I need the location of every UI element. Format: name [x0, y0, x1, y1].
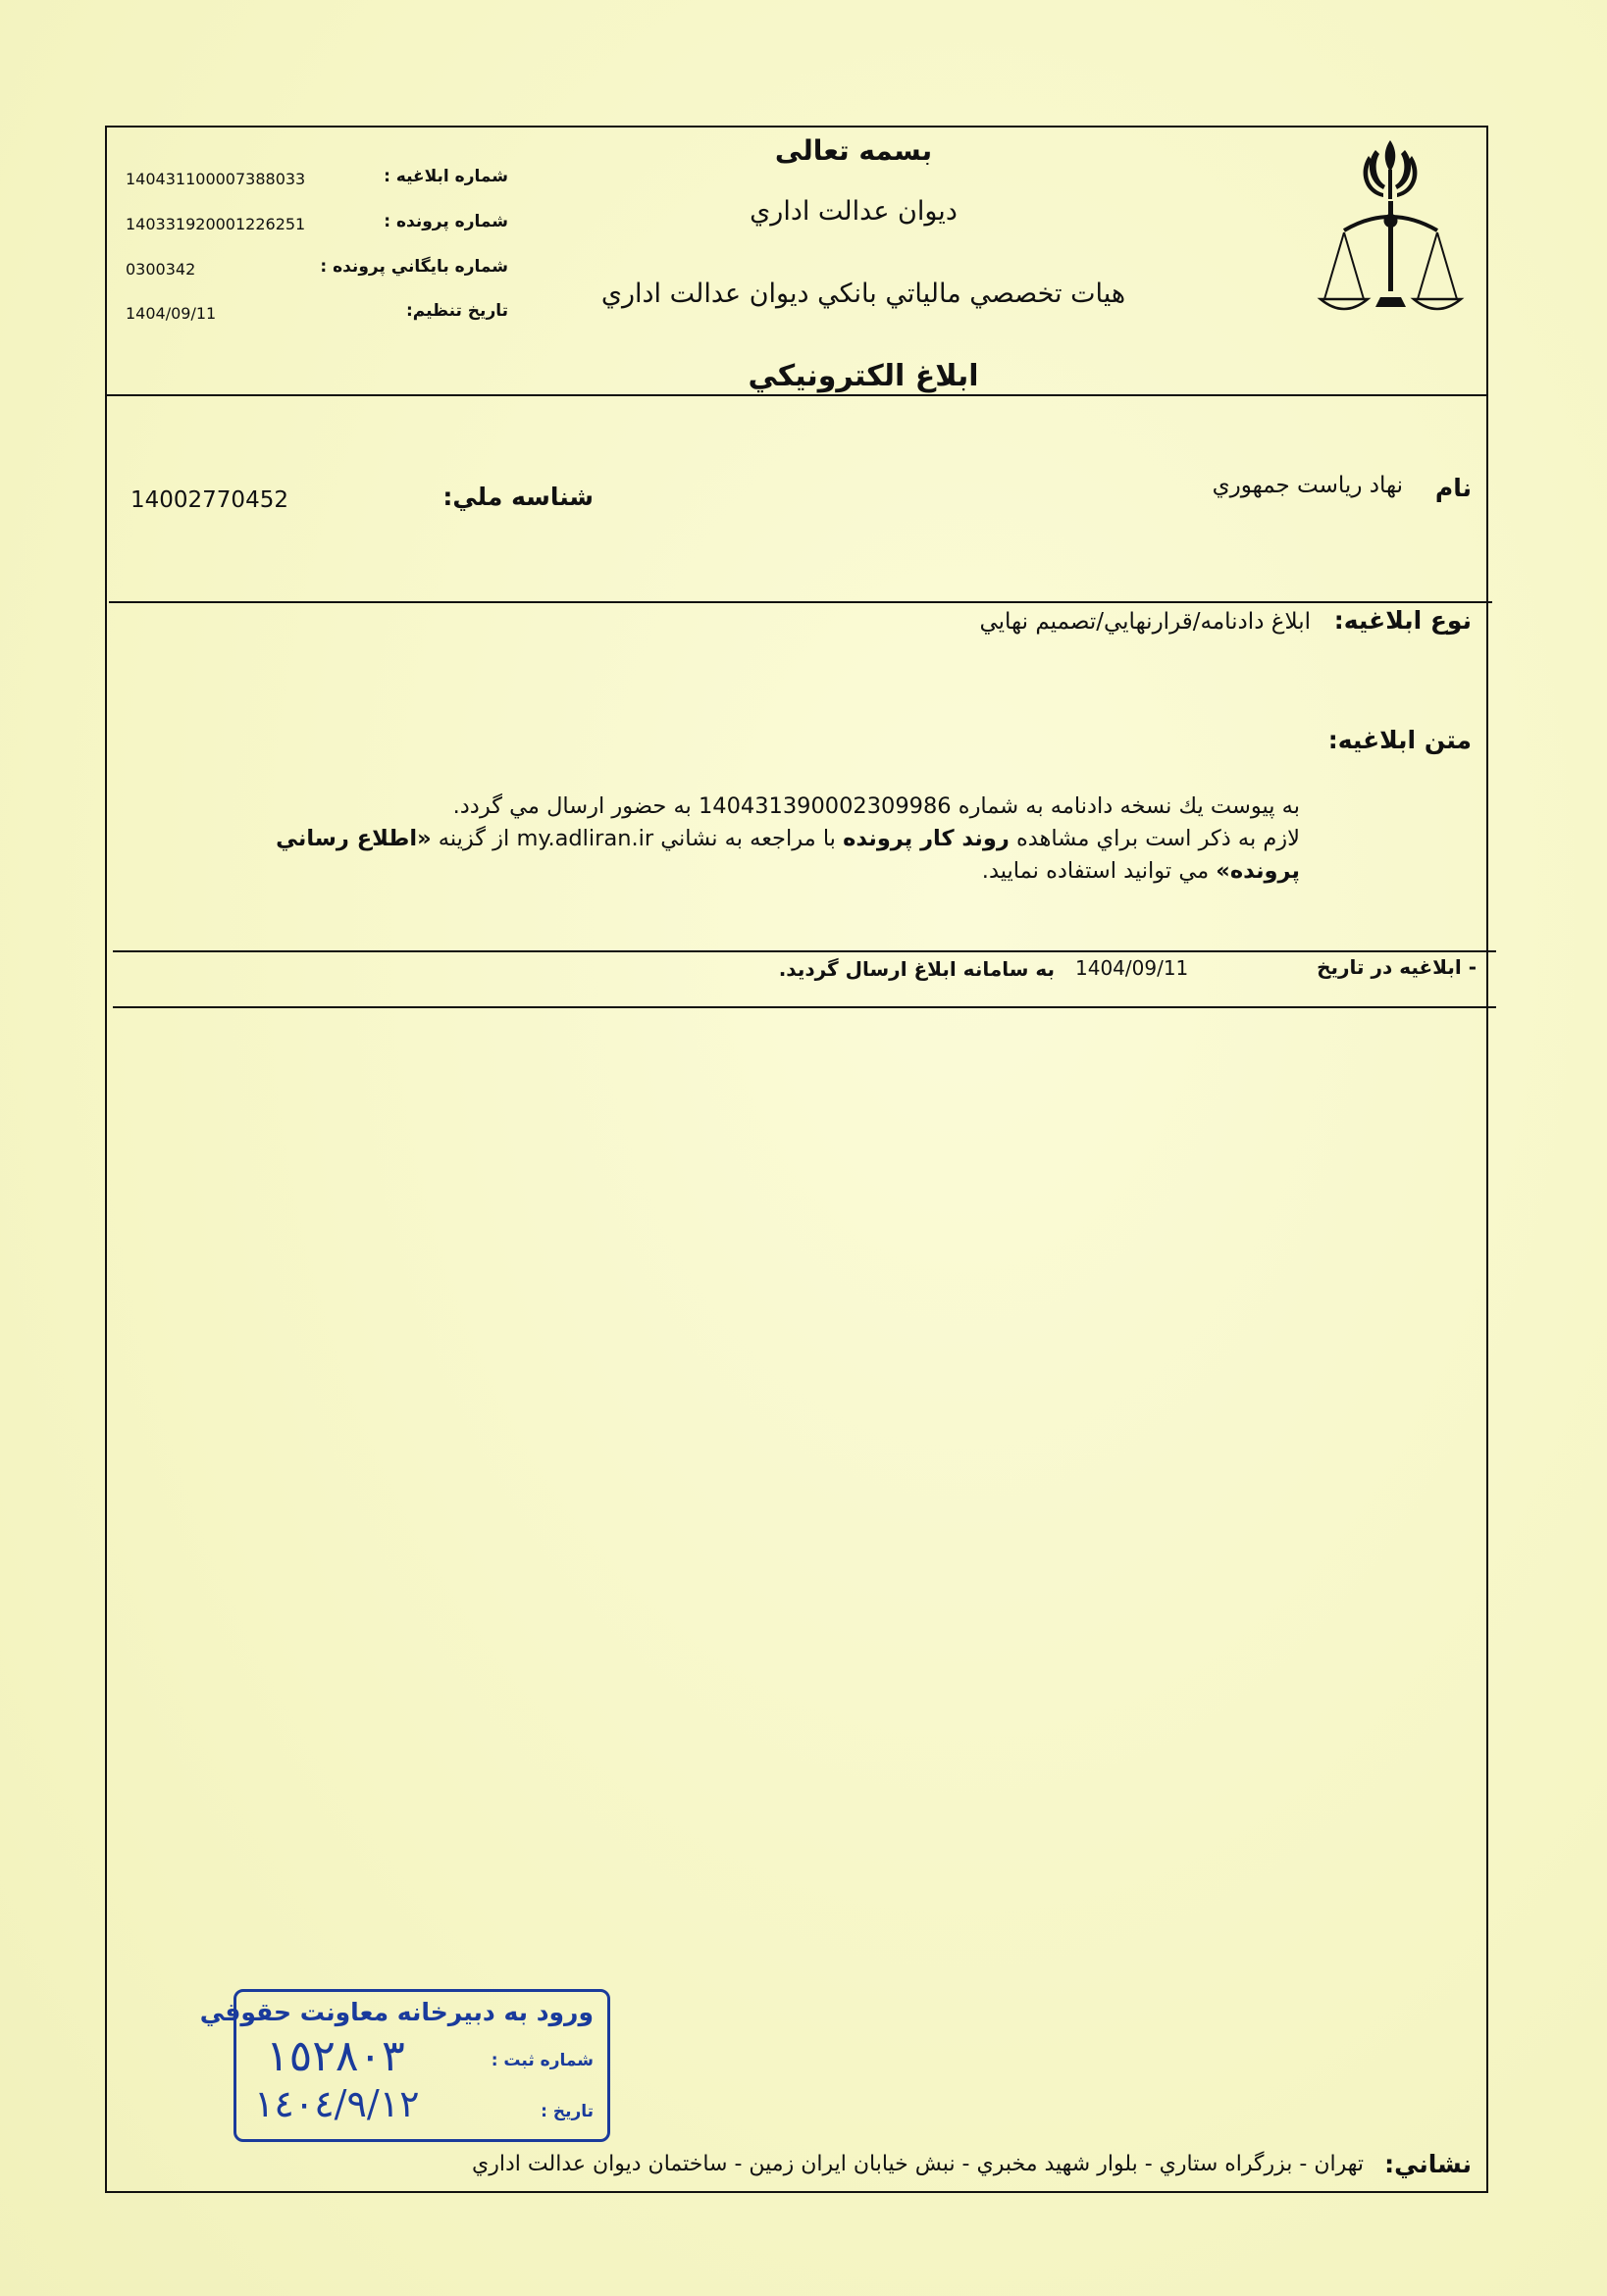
bismillah-heading: بسمه تعالی: [774, 134, 933, 167]
sent-on-label: - ابلاغيه در تاريخ: [1317, 955, 1477, 979]
org-name: ديوان عدالت اداري: [750, 196, 958, 227]
notice-text-body: [186, 791, 1300, 888]
national-id-label: شناسه ملي:: [442, 483, 594, 511]
notice-type-value: ابلاغ دادنامه/قرارنهايي/تصميم نهايي: [979, 609, 1311, 635]
stamp-title: ورود به دبيرخانه معاونت حقوقي: [199, 1998, 594, 2026]
board-name: هيات تخصصي مالياتي بانكي ديوان عدالت اداري: [600, 279, 1126, 309]
notice-line-2-part-a: لازم به ذكر است براي مشاهده: [1009, 826, 1300, 851]
notice-number-value: 140431100007388033: [126, 170, 306, 188]
stamp-reg-value: ١٥٢٨٠٣: [266, 2031, 405, 2081]
notice-text-label: متن ابلاغيه:: [1327, 726, 1472, 754]
divider-body: [113, 950, 1496, 952]
notice-number-label: شماره ابلاغيه :: [384, 167, 508, 186]
national-id-value: 14002770452: [130, 487, 288, 513]
secretariat-entry-stamp: [199, 1989, 610, 2142]
notice-line-2: [186, 823, 1300, 888]
sent-on-suffix: به سامانه ابلاغ ارسال گرديد.: [778, 957, 1055, 981]
case-progress-bold: روند كار پرونده: [843, 826, 1010, 851]
archive-number-label: شماره بايگاني پرونده :: [320, 257, 508, 277]
stamp-reg-label: شماره ثبت :: [491, 2051, 594, 2070]
divider-header: [105, 394, 1488, 396]
stamp-date-label: تاريخ :: [541, 2102, 594, 2121]
name-value: نهاد رياست جمهوري: [1212, 473, 1403, 498]
notice-line-1: به پيوست يك نسخه دادنامه به شماره 140431390002309986 به حضور ارسال مي گردد.: [452, 793, 1300, 819]
document-frame: [105, 126, 1488, 2193]
stamp-date-value: ١٤٠٤/٩/١٢: [254, 2082, 420, 2125]
issue-date-label: تاريخ تنظيم:: [405, 301, 508, 321]
address-label: نشاني:: [1384, 2150, 1472, 2178]
sent-on-date: 1404/09/11: [1075, 956, 1189, 980]
case-number-label: شماره پرونده :: [384, 212, 508, 231]
case-number-value: 140331920001226251: [126, 215, 306, 233]
case-info-option-bold: «اطلاع رساني پرونده»: [276, 826, 1300, 884]
page-title: ابلاغ الكترونيكي: [748, 359, 979, 393]
name-label: نام: [1434, 474, 1472, 502]
notice-line-2-part-c: مي توانيد استفاده نماييد.: [981, 858, 1217, 884]
archive-number-value: 0300342: [126, 260, 196, 279]
divider-footer-notice: [113, 1006, 1496, 1008]
notice-line-2-part-b: با مراجعه به نشاني my.adliran.ir از گزينه: [431, 826, 844, 851]
iran-emblem-and-scales-icon: [1315, 132, 1467, 323]
address-value: تهران - بزرگراه ستاري - بلوار شهيد مخبري - نبش خيابان ايران زمين - ساختمان ديوان عدالت اداري: [472, 2152, 1364, 2176]
issue-date-value: 1404/09/11: [126, 304, 217, 323]
notice-type-label: نوع ابلاغيه:: [1333, 606, 1472, 635]
divider-recipient: [109, 601, 1492, 603]
